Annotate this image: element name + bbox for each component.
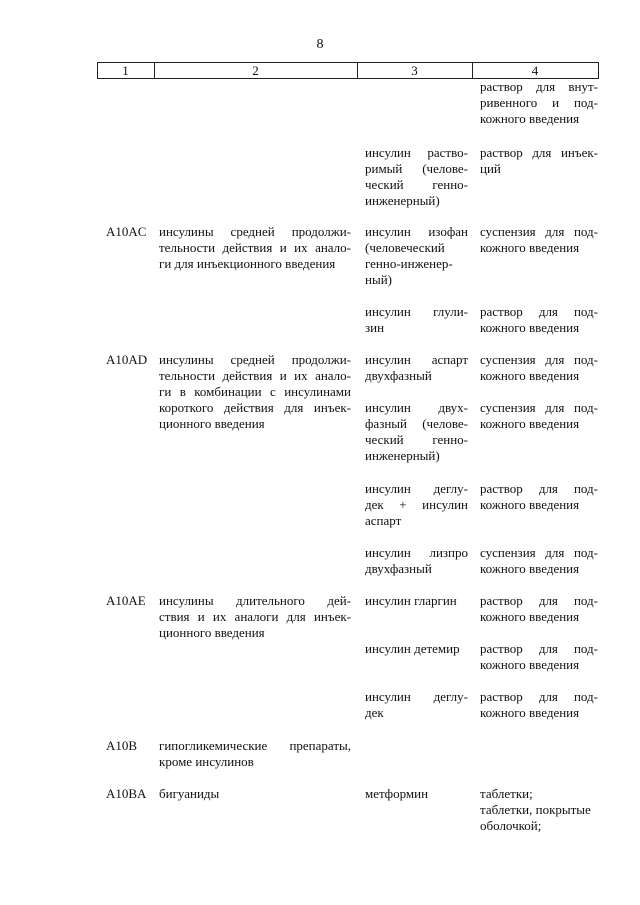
drug-name: инсулин двух- фазный (челове- ческий генно- инженерный) xyxy=(365,400,468,463)
dosage-form: суспензия для под- кожного введения xyxy=(480,224,598,255)
drug-name: инсулин деглу- дек xyxy=(365,689,468,720)
atc-group: бигуаниды xyxy=(159,786,220,801)
dosage-form: раствор для внут- ривенного и под- кожного введения xyxy=(480,79,598,126)
dosage-form: раствор для под- кожного введения xyxy=(480,641,598,672)
dosage-form: раствор для под- кожного введения xyxy=(480,689,598,720)
atc-group: инсулины средней продолжи- тельности действия и их анало- ги для инъекционного введения xyxy=(159,224,351,271)
dosage-form: таблетки; таблетки, покрытые оболочкой; xyxy=(480,786,591,833)
dosage-form: раствор для под- кожного введения xyxy=(480,593,598,624)
dosage-form: суспензия для под- кожного введения xyxy=(480,400,598,431)
atc-group: инсулины средней продолжи- тельности действия и их анало- ги в комбинации с инсулинами короткого действия для инъек- ционного введения xyxy=(159,352,351,431)
atc-code: A10BA xyxy=(106,786,147,801)
drug-name: инсулин изофан (человеческий генно-инженер- ный) xyxy=(365,224,468,287)
atc-group: гипогликемические препараты, кроме инсулинов xyxy=(159,738,351,769)
atc-code: A10AE xyxy=(106,593,146,608)
drug-name: инсулин лизпро двухфазный xyxy=(365,545,468,576)
drug-name: инсулин раство- римый (челове- ческий генно- инженерный) xyxy=(365,145,468,208)
atc-group: инсулины длительного дей- ствия и их аналоги для инъек- ционного введения xyxy=(159,593,351,640)
drug-name: инсулин гларгин xyxy=(365,593,457,608)
atc-code: A10B xyxy=(106,738,138,753)
page-number: 8 xyxy=(316,37,324,52)
header-col-2: 2 xyxy=(252,63,259,78)
dosage-form: раствор для инъек- ций xyxy=(480,145,598,176)
atc-code: A10AD xyxy=(106,352,148,367)
drug-name: инсулин детемир xyxy=(365,641,460,656)
table-header xyxy=(97,62,599,79)
dosage-form: раствор для под- кожного введения xyxy=(480,481,598,512)
atc-code: A10AC xyxy=(106,224,147,239)
drug-name: инсулин аспарт двухфазный xyxy=(365,352,468,383)
drug-name: инсулин деглу- дек + инсулин аспарт xyxy=(365,481,468,528)
dosage-form: суспензия для под- кожного введения xyxy=(480,545,598,576)
drug-name: метформин xyxy=(365,786,429,801)
header-col-4: 4 xyxy=(531,63,539,78)
drug-name: инсулин глули- зин xyxy=(365,304,468,335)
header-col-3: 3 xyxy=(411,63,418,78)
dosage-form: суспензия для под- кожного введения xyxy=(480,352,598,383)
dosage-form: раствор для под- кожного введения xyxy=(480,304,598,335)
header-col-1: 1 xyxy=(122,63,129,78)
